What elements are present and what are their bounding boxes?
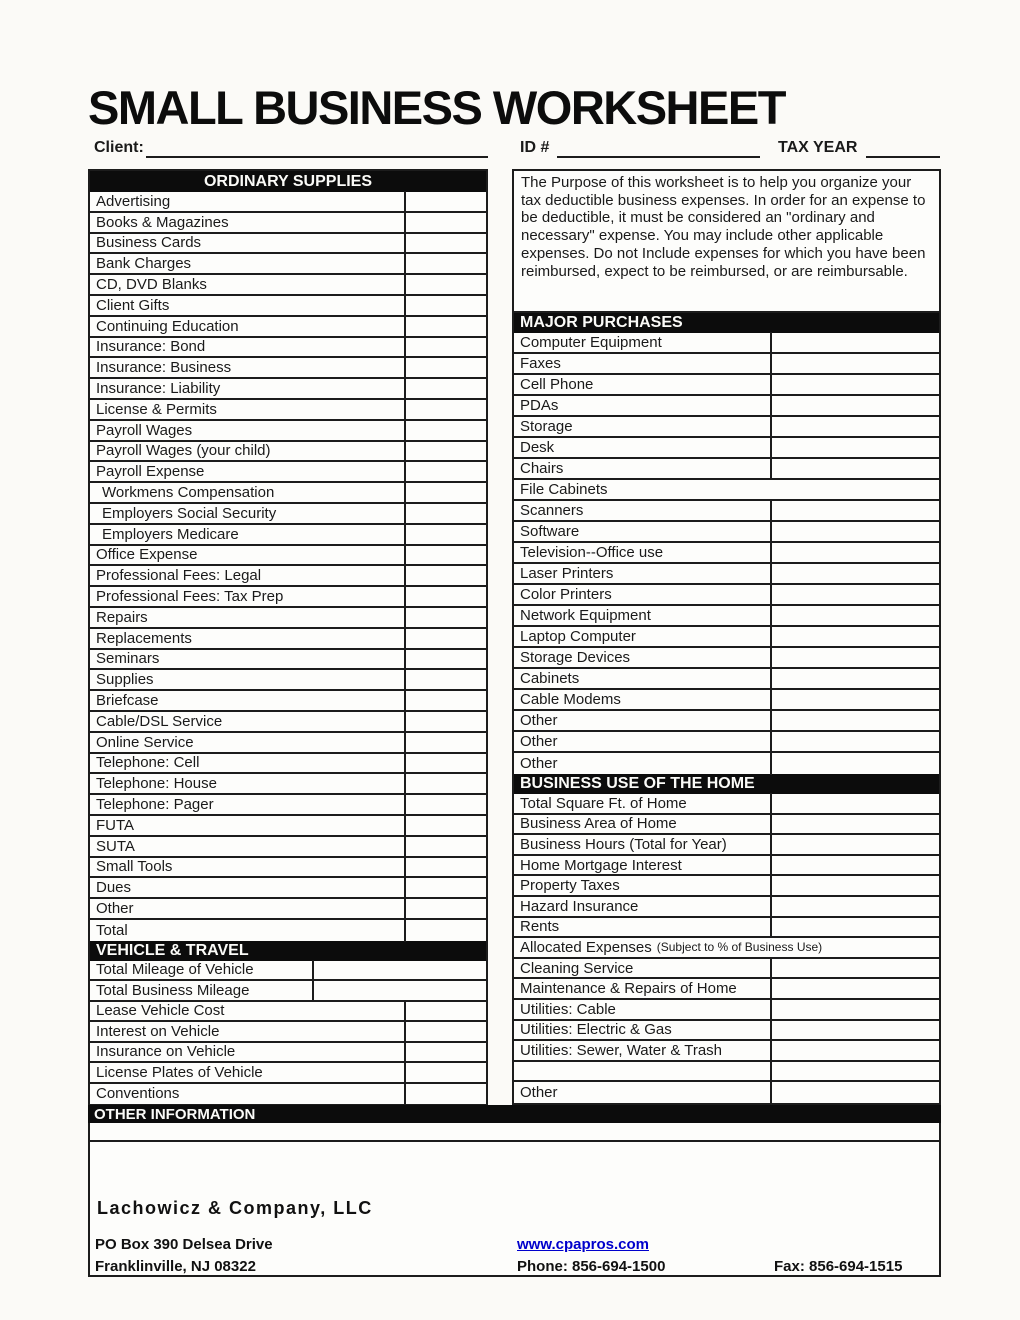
table-row (514, 835, 939, 856)
table-row (90, 296, 486, 317)
value-cell-divider (770, 395, 772, 416)
row-label: Other (96, 899, 134, 917)
value-cell-divider (404, 503, 406, 524)
table-row (90, 338, 486, 359)
value-cell-divider (770, 999, 772, 1020)
table-row (514, 897, 939, 918)
row-label: Software (520, 523, 580, 540)
row-label: Seminars (96, 650, 160, 668)
table-row (90, 878, 486, 899)
row-label: Insurance: Liability (96, 380, 221, 398)
value-cell-divider (404, 773, 406, 794)
value-cell-divider (770, 834, 772, 855)
value-cell-divider (404, 732, 406, 753)
value-cell-divider (770, 958, 772, 979)
value-cell-divider (404, 607, 406, 628)
table-row (90, 483, 486, 504)
table-row (90, 899, 486, 920)
table-row (514, 648, 939, 669)
value-cell-divider (404, 794, 406, 815)
table-row (514, 732, 939, 753)
table-row (90, 691, 486, 712)
row-label: Business Cards (96, 234, 202, 252)
table-row (514, 959, 939, 980)
company-name: Lachowicz & Company, LLC (97, 1198, 373, 1218)
row-label: Total Square Ft. of Home (520, 794, 687, 812)
row-label: Employers Medicare (102, 525, 239, 543)
row-label: Property Taxes (520, 877, 620, 895)
table-row (514, 1082, 939, 1103)
row-label: Telephone: House (96, 775, 217, 793)
value-cell-divider (404, 399, 406, 420)
row-label: Advertising (96, 192, 171, 210)
page-title: SMALL BUSINESS WORKSHEET (88, 81, 785, 134)
row-label: File Cabinets (520, 481, 608, 498)
value-cell-divider (404, 1042, 406, 1063)
row-label: Interest on Vehicle (96, 1022, 220, 1040)
row-label: Workmens Compensation (102, 484, 275, 502)
value-cell-divider (404, 545, 406, 566)
value-cell-divider (770, 814, 772, 835)
row-label: Insurance on Vehicle (96, 1043, 236, 1061)
row-label: Payroll Expense (96, 463, 205, 481)
row-label: Telephone: Cell (96, 754, 200, 772)
table-row (514, 1062, 939, 1083)
table-row (90, 816, 486, 837)
row-label: Conventions (96, 1085, 180, 1103)
value-cell-divider (770, 353, 772, 374)
value-cell-divider (770, 521, 772, 542)
value-cell-divider (770, 752, 772, 775)
table-row (514, 627, 939, 648)
row-label: License Plates of Vehicle (96, 1063, 263, 1081)
row-label: Total Mileage of Vehicle (96, 961, 254, 979)
fax-number: Fax: 856-694-1515 (774, 1258, 903, 1275)
row-label: Cabinets (520, 670, 580, 687)
right-column (512, 169, 941, 1105)
value-cell-divider (404, 337, 406, 358)
table-row (514, 585, 939, 606)
row-label: Client Gifts (96, 296, 170, 314)
table-row (90, 317, 486, 338)
row-label: Payroll Wages (your child) (96, 442, 271, 460)
address-line-1: PO Box 390 Delsea Drive (95, 1236, 273, 1253)
row-label: Other (520, 1084, 558, 1102)
row-label: Cell Phone (520, 376, 594, 393)
table-row (514, 690, 939, 711)
id-label: ID # (520, 139, 550, 156)
value-cell-divider (404, 690, 406, 711)
value-cell-divider (770, 332, 772, 353)
row-label: Home Mortgage Interest (520, 856, 682, 874)
table-row (90, 587, 486, 608)
major-purchases-table (512, 313, 941, 1105)
section-header-other-information: OTHER INFORMATION (88, 1105, 941, 1123)
table-row (514, 711, 939, 732)
value-cell-divider (770, 855, 772, 876)
section-header-vehicle-travel: VEHICLE & TRAVEL (90, 941, 486, 961)
value-cell-divider (404, 1021, 406, 1042)
row-label: Total Business Mileage (96, 981, 250, 999)
table-row (514, 1021, 939, 1042)
value-cell-divider (404, 316, 406, 337)
row-label: Chairs (520, 460, 564, 477)
ordinary-supplies-rows (90, 192, 486, 941)
row-label: License & Permits (96, 400, 217, 418)
row-label: Hazard Insurance (520, 897, 639, 915)
row-label: Books & Magazines (96, 213, 229, 231)
table-row (514, 375, 939, 396)
row-label: Dues (96, 879, 132, 897)
table-row (90, 733, 486, 754)
value-cell-divider (404, 919, 406, 942)
row-label: Television--Office use (520, 544, 664, 561)
table-row (514, 564, 939, 585)
row-label: Other (520, 733, 558, 750)
row-label: Storage (520, 418, 573, 435)
ordinary-supplies-table (88, 169, 488, 1106)
table-row (90, 961, 486, 982)
footer-box (88, 1142, 941, 1277)
value-cell-divider (770, 437, 772, 458)
table-row (514, 979, 939, 1000)
other-information-section (88, 1105, 941, 1277)
value-cell-divider (770, 793, 772, 814)
value-cell-divider (770, 605, 772, 626)
row-label: Small Tools (96, 858, 173, 876)
table-row (90, 1084, 486, 1105)
value-cell-divider (770, 731, 772, 752)
row-label: PDAs (520, 397, 559, 414)
value-cell-divider (404, 482, 406, 503)
row-label: Laser Printers (520, 565, 614, 582)
row-label: SUTA (96, 837, 135, 855)
value-cell-divider (404, 274, 406, 295)
value-cell-divider (404, 524, 406, 545)
value-cell-divider (770, 458, 772, 479)
table-row (514, 669, 939, 690)
value-cell-divider (404, 669, 406, 690)
row-label: Faxes (520, 355, 561, 372)
value-cell-divider (404, 877, 406, 898)
value-cell-divider (770, 1061, 772, 1082)
vehicle-travel-rows (90, 961, 486, 1105)
row-label: Network Equipment (520, 607, 651, 624)
value-cell-divider (404, 191, 406, 212)
table-row (514, 438, 939, 459)
row-label: Storage Devices (520, 649, 631, 666)
table-row (514, 1000, 939, 1021)
table-row (90, 1043, 486, 1064)
table-row (90, 379, 486, 400)
table-row (90, 858, 486, 879)
value-cell-divider (404, 233, 406, 254)
table-row (514, 417, 939, 438)
table-row (90, 1022, 486, 1043)
row-label: Cable Modems (520, 691, 621, 708)
value-cell-divider (404, 1062, 406, 1083)
table-row (90, 981, 486, 1002)
table-row (90, 608, 486, 629)
value-cell-divider (404, 420, 406, 441)
table-row (514, 501, 939, 522)
value-cell-divider (404, 295, 406, 316)
value-cell-divider (770, 1081, 772, 1104)
value-cell-divider (770, 563, 772, 584)
value-cell-divider (404, 253, 406, 274)
value-cell-divider (770, 978, 772, 999)
table-row (90, 192, 486, 213)
row-label: Lease Vehicle Cost (96, 1002, 225, 1020)
row-label: Professional Fees: Tax Prep (96, 588, 284, 606)
table-row (90, 1063, 486, 1084)
value-cell-divider (404, 1083, 406, 1106)
value-cell-divider (770, 917, 772, 938)
row-label: Utilities: Cable (520, 1000, 616, 1018)
table-row (90, 462, 486, 483)
tax-year-blank-line (866, 138, 940, 158)
table-row (90, 629, 486, 650)
row-label: Color Printers (520, 586, 612, 603)
value-cell-divider (404, 753, 406, 774)
table-row (90, 566, 486, 587)
row-label: Payroll Wages (96, 421, 193, 439)
row-label: Repairs (96, 608, 148, 626)
table-row (514, 815, 939, 836)
table-row (514, 856, 939, 877)
table-row (90, 421, 486, 442)
table-row (514, 1041, 939, 1062)
value-cell-divider (770, 584, 772, 605)
value-cell-divider (404, 1001, 406, 1022)
row-label: Computer Equipment (520, 334, 662, 351)
section-header-ordinary-supplies: ORDINARY SUPPLIES (90, 171, 486, 192)
value-cell-divider (770, 1020, 772, 1041)
row-label-note: (Subject to % of Business Use) (656, 940, 823, 955)
table-row (514, 606, 939, 627)
table-row (90, 358, 486, 379)
value-cell-divider (404, 836, 406, 857)
value-cell-divider (770, 668, 772, 689)
row-label: Briefcase (96, 692, 159, 710)
row-label: Cable/DSL Service (96, 712, 223, 730)
row-label: Insurance: Business (96, 359, 232, 377)
row-label: Replacements (96, 629, 192, 647)
table-row (90, 837, 486, 858)
table-row (514, 918, 939, 939)
row-label: Business Hours (Total for Year) (520, 835, 727, 853)
table-row (514, 459, 939, 480)
row-label: FUTA (96, 816, 135, 834)
row-label: Supplies (96, 671, 154, 689)
table-row (90, 275, 486, 296)
table-row (514, 333, 939, 354)
value-cell-divider (404, 441, 406, 462)
row-label: Rents (520, 918, 560, 936)
table-row (90, 795, 486, 816)
value-cell-divider (770, 416, 772, 437)
other-information-blank-row (88, 1123, 941, 1142)
table-row (514, 354, 939, 375)
row-label: Bank Charges (96, 255, 192, 273)
value-cell-divider (770, 896, 772, 917)
table-row (514, 522, 939, 543)
value-cell-divider (770, 500, 772, 521)
row-label: CD, DVD Blanks (96, 276, 207, 294)
row-label: Business Area of Home (520, 815, 677, 833)
row-label: Desk (520, 439, 555, 456)
value-cell-divider (770, 875, 772, 896)
value-cell-divider (404, 586, 406, 607)
value-cell-divider (404, 565, 406, 586)
value-cell-divider (404, 628, 406, 649)
table-row (514, 876, 939, 897)
table-row (90, 712, 486, 733)
value-cell-divider (404, 815, 406, 836)
row-label: Utilities: Electric & Gas (520, 1021, 672, 1039)
business-use-of-home-rows (514, 794, 939, 1103)
section-header-major-purchases: MAJOR PURCHASES (514, 313, 939, 333)
row-label: Office Expense (96, 546, 198, 564)
value-cell-divider (770, 626, 772, 647)
table-row (90, 754, 486, 775)
value-cell-divider (312, 980, 314, 1001)
value-cell-divider (404, 857, 406, 878)
row-label: Other (520, 712, 558, 729)
table-row (514, 753, 939, 774)
value-cell-divider (770, 1040, 772, 1061)
row-label: Continuing Education (96, 317, 239, 335)
table-row (90, 525, 486, 546)
row-label: Online Service (96, 733, 194, 751)
table-row (90, 670, 486, 691)
value-cell-divider (404, 898, 406, 919)
table-row (90, 650, 486, 671)
table-row (90, 1002, 486, 1023)
table-row (514, 480, 939, 501)
client-blank-line (146, 138, 488, 158)
table-row (90, 546, 486, 567)
table-row (90, 442, 486, 463)
value-cell-divider (770, 542, 772, 563)
table-row (514, 543, 939, 564)
row-label: Employers Social Security (102, 504, 277, 522)
phone-number: Phone: 856-694-1500 (517, 1258, 666, 1275)
table-row (90, 234, 486, 255)
table-row (90, 774, 486, 795)
table-row (514, 794, 939, 815)
client-label: Client: (94, 139, 144, 156)
purpose-text: The Purpose of this worksheet is to help you organize your tax deductible business expenses. In order for an expense to be deductible, it must be considered an "ordinary and necessary" expense. You may include other applicable expenses. Do not Include expenses for which you have been reimbursed, expect to be reimbursed, or are reimbursable. (512, 169, 941, 313)
table-row (90, 213, 486, 234)
tax-year-label: TAX YEAR (778, 139, 858, 156)
table-row (514, 938, 939, 959)
value-cell-divider (770, 689, 772, 710)
table-row (90, 504, 486, 525)
value-cell-divider (312, 960, 314, 981)
value-cell-divider (770, 374, 772, 395)
id-blank-line (557, 138, 760, 158)
section-header-business-use-of-home: BUSINESS USE OF THE HOME (514, 774, 939, 794)
major-purchases-rows (514, 333, 939, 774)
row-label: Maintenance & Repairs of Home (520, 980, 737, 998)
row-label: Cleaning Service (520, 959, 634, 977)
row-label: Laptop Computer (520, 628, 636, 645)
table-row (90, 254, 486, 275)
row-label: Other (520, 755, 558, 772)
table-row (90, 400, 486, 421)
row-label: Scanners (520, 502, 584, 519)
row-label: Telephone: Pager (96, 796, 214, 813)
website-link[interactable]: www.cpapros.com (517, 1236, 649, 1253)
table-row (514, 396, 939, 417)
value-cell-divider (404, 378, 406, 399)
row-label: Utilities: Sewer, Water & Trash (520, 1041, 723, 1059)
row-label: Insurance: Bond (96, 338, 206, 356)
value-cell-divider (770, 647, 772, 668)
value-cell-divider (404, 649, 406, 670)
row-label: Total (96, 921, 128, 939)
value-cell-divider (404, 212, 406, 233)
value-cell-divider (770, 710, 772, 731)
value-cell-divider (404, 461, 406, 482)
row-label: Professional Fees: Legal (96, 567, 262, 585)
value-cell-divider (404, 711, 406, 732)
row-label: Allocated Expenses (520, 938, 652, 956)
address-line-2: Franklinville, NJ 08322 (95, 1258, 256, 1275)
table-row (90, 920, 486, 941)
value-cell-divider (404, 357, 406, 378)
